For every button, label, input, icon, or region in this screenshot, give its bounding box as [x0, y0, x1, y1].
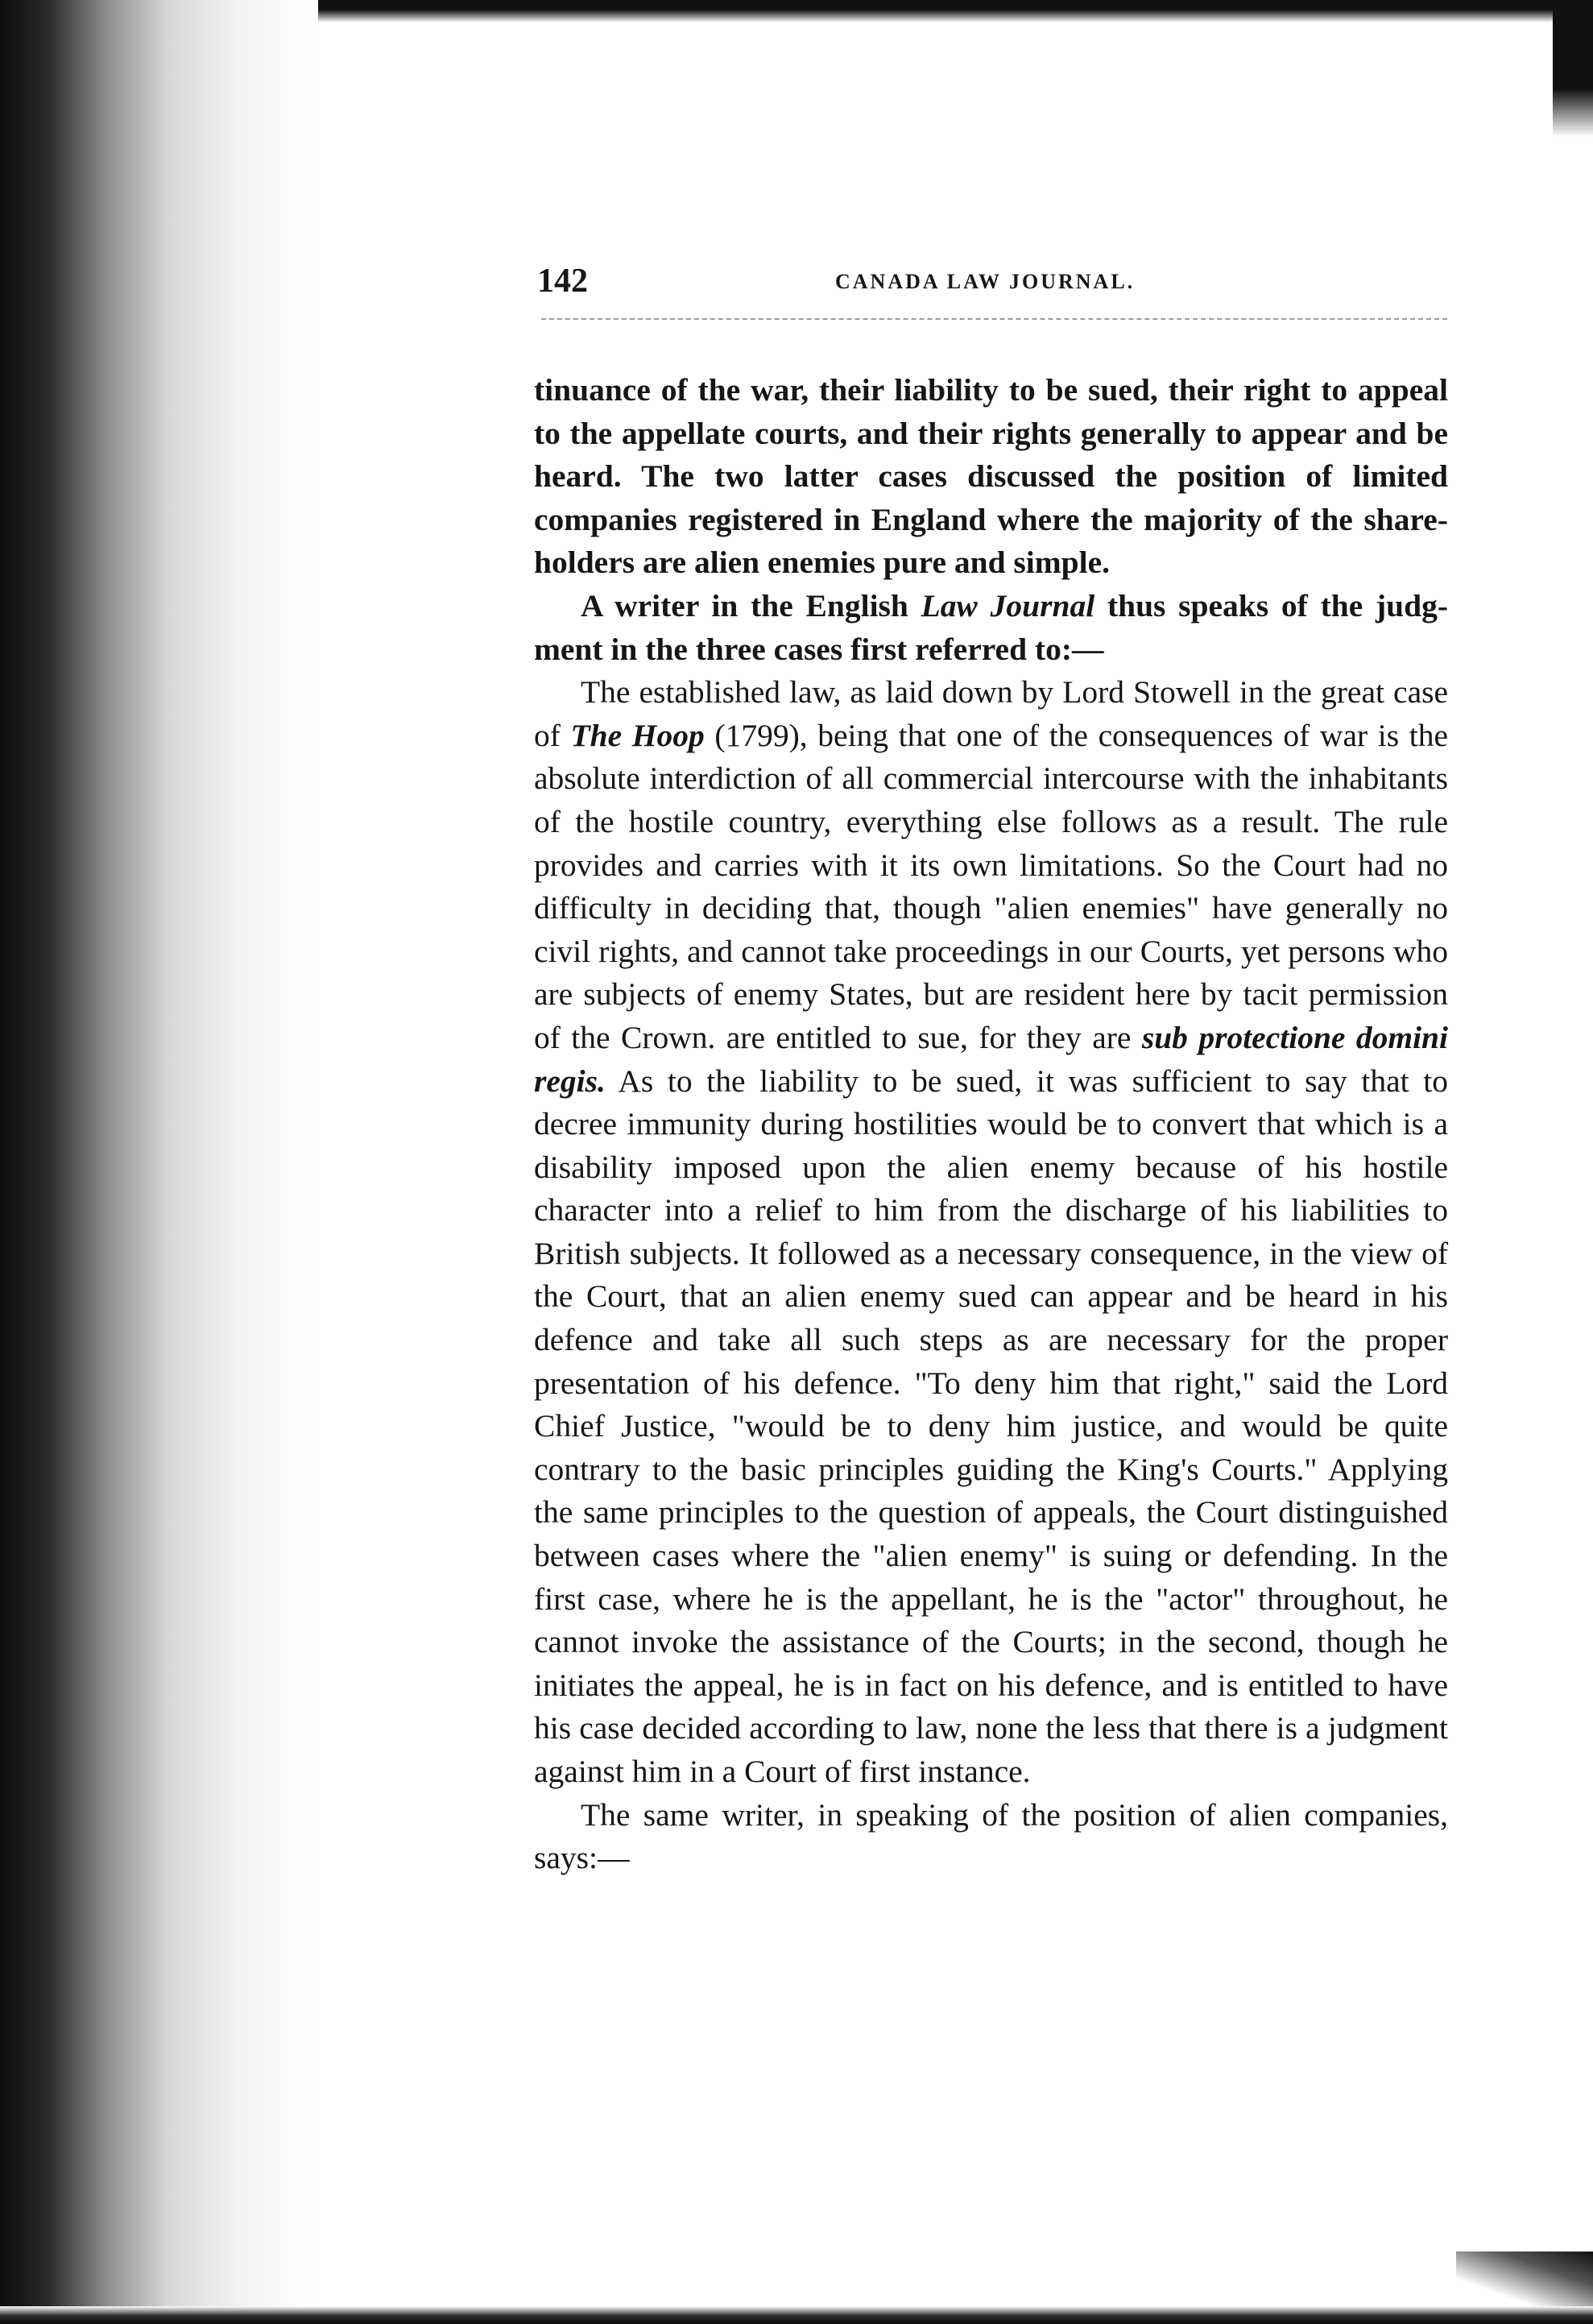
article-body	[534, 369, 1448, 1880]
scan-corner-mark	[1553, 0, 1593, 137]
italic-case-name: The Hoop	[570, 717, 705, 753]
scan-bottom-edge	[0, 2306, 1593, 2324]
page-header	[528, 262, 1458, 310]
italic-title: Law Journal	[921, 587, 1095, 623]
scan-top-edge	[318, 0, 1593, 23]
header-rule	[541, 318, 1447, 320]
scan-left-edge	[0, 0, 318, 2324]
text-span: The established law, as laid down by Lord Stowell in the great case of	[534, 674, 1448, 753]
running-head: CANADA LAW JOURNAL.	[835, 270, 1136, 293]
italic-latin-phrase: sub protectione domini regis.	[534, 1019, 1448, 1099]
text-span: A writer in the English	[581, 587, 921, 623]
paragraph-intro-quote	[534, 585, 1448, 671]
text-span: (1799), being that one of the consequences of war is the absolute interdiction of all commercial intercourse with the inhabitants of the hostile country, everything else follows as a result. The rule provides and carries with it its own limitations. So the Court had no difficulty in deciding that, though "alien enemies" have generally no civil rights, and cannot take proceedings in our Courts, yet persons who are subjects of enemy States, but are resident here by tacit permission of the Crown. are entitled to sue, for they are	[534, 717, 1449, 1055]
text-span: thus speaks of the judgment in the three cases first referred to:—	[534, 587, 1448, 667]
paragraph-closing: The same writer, in speaking of the position of alien companies, says:—	[534, 1796, 1448, 1876]
quoted-passage	[534, 671, 1448, 1793]
text-span: As to the liability to be sued, it was sufficient to say that to decree immunity during hostilities would be to convert that which is a disability imposed upon the alien enemy because of his hostile character into a relief to him from the discharge of his liabilities to British subjects. It followed as a necessary consequence, in the view of the Court, that an alien enemy sued can appear and be heard in his defence and take all such steps as are necessary for the proper presentation of his defence. "To deny him that right," said the Lord Chief Justice, "would be to deny him justice, and would be quite contrary to the basic principles guiding the King's Courts." Applying the same principles to the question of appeals, the Court distinguished between cases where the "alien enemy" is suing or defending. In the first case, where he is the appellant, he is the "actor" throughout, he cannot invoke the assistance of the Courts; in the second, though he initiates the appeal, he is in fact on his defence, and is entitled to have his case decided according to law, none the less that there is a judgment against him in a Court of first instance.	[534, 1063, 1448, 1789]
paragraph-continuation: tinuance of the war, their liability to be sued, their right to appeal to the appellate courts, and their rights generally to appear and be heard. The two latter cases discussed the position of limited companies registered in England where the majority of the shareholders are alien enemies pure and simple.	[534, 372, 1448, 581]
page-number: 142	[537, 263, 588, 300]
